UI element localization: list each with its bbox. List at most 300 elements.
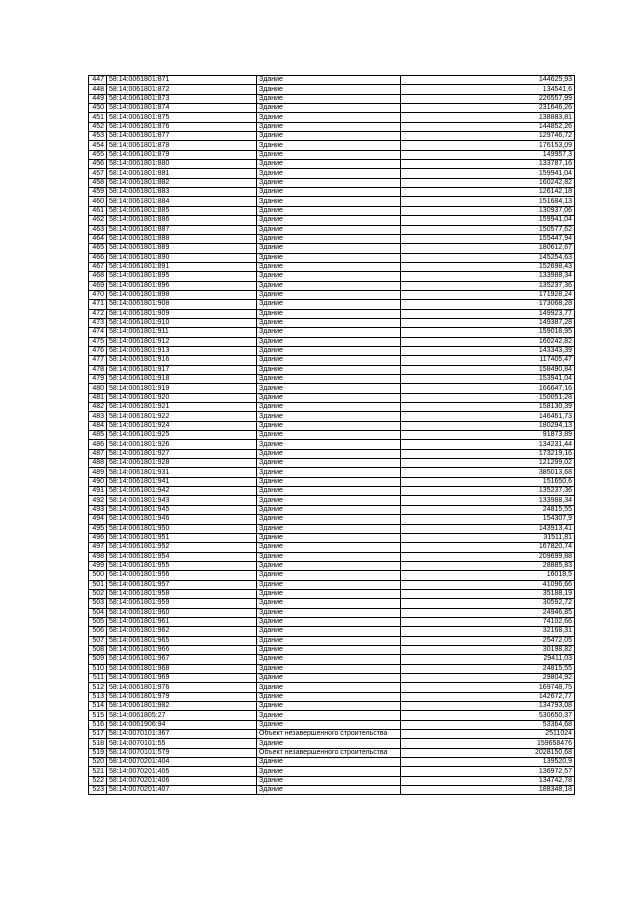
table-row bbox=[89, 674, 575, 683]
object-type-cell: Здание bbox=[257, 150, 401, 159]
cadastral-value-cell: 16018,5 bbox=[401, 571, 575, 580]
row-number-cell: 488 bbox=[89, 459, 107, 468]
cadastral-number-cell: 58:14:0061801:874 bbox=[107, 104, 257, 113]
row-number-cell: 516 bbox=[89, 720, 107, 729]
cadastral-number-cell: 58:14:0061801:890 bbox=[107, 253, 257, 262]
cadastral-number-cell: 58:14:0061801:982 bbox=[107, 702, 257, 711]
row-number-cell: 473 bbox=[89, 318, 107, 327]
object-type-cell: Здание bbox=[257, 122, 401, 131]
cadastral-number-cell: 58:14:0061801:887 bbox=[107, 225, 257, 234]
object-type-cell: Здание bbox=[257, 552, 401, 561]
cadastral-number-cell: 58:14:0061801:922 bbox=[107, 412, 257, 421]
cadastral-number-cell: 58:14:0061801:931 bbox=[107, 468, 257, 477]
object-type-cell: Здание bbox=[257, 786, 401, 795]
object-type-cell: Здание bbox=[257, 449, 401, 458]
table-row bbox=[89, 617, 575, 626]
cadastral-value-cell: 173219,16 bbox=[401, 449, 575, 458]
cadastral-value-cell: 135237,36 bbox=[401, 487, 575, 496]
cadastral-number-cell: 58:14:0061801:942 bbox=[107, 487, 257, 496]
cadastral-number-cell: 58:14:0061801:976 bbox=[107, 683, 257, 692]
cadastral-number-cell: 58:14:0061801:962 bbox=[107, 627, 257, 636]
cadastral-value-cell: 143343,39 bbox=[401, 346, 575, 355]
cadastral-value-cell: 126142,18 bbox=[401, 188, 575, 197]
cadastral-value-cell: 31511,81 bbox=[401, 533, 575, 542]
table-row bbox=[89, 711, 575, 720]
object-type-cell: Здание bbox=[257, 580, 401, 589]
cadastral-value-cell: 149387,28 bbox=[401, 318, 575, 327]
cadastral-number-cell: 58:14:0061801:880 bbox=[107, 160, 257, 169]
table-row bbox=[89, 561, 575, 570]
table-row bbox=[89, 290, 575, 299]
row-number-cell: 485 bbox=[89, 431, 107, 440]
cadastral-value-cell: 209699,88 bbox=[401, 552, 575, 561]
cadastral-number-cell: 58:14:0061801:941 bbox=[107, 477, 257, 486]
row-number-cell: 489 bbox=[89, 468, 107, 477]
cadastral-number-cell: 58:14:0061801:969 bbox=[107, 674, 257, 683]
cadastral-value-cell: 150577,62 bbox=[401, 225, 575, 234]
table-row bbox=[89, 122, 575, 131]
table-row bbox=[89, 169, 575, 178]
cadastral-number-cell: 58:14:0061801:875 bbox=[107, 113, 257, 122]
cadastral-value-cell: 150051,28 bbox=[401, 393, 575, 402]
cadastral-value-cell: 180612,67 bbox=[401, 244, 575, 253]
cadastral-number-cell: 58:14:0061801:879 bbox=[107, 150, 257, 159]
cadastral-number-cell: 58:14:0061801:909 bbox=[107, 309, 257, 318]
row-number-cell: 451 bbox=[89, 113, 107, 122]
cadastral-number-cell: 58:14:0061801:955 bbox=[107, 561, 257, 570]
row-number-cell: 501 bbox=[89, 580, 107, 589]
cadastral-value-cell: 158490,84 bbox=[401, 365, 575, 374]
row-number-cell: 504 bbox=[89, 608, 107, 617]
cadastral-number-cell: 58:14:0061801:968 bbox=[107, 664, 257, 673]
cadastral-number-cell: 58:14:0061801:943 bbox=[107, 496, 257, 505]
cadastral-number-cell: 58:14:0061801:910 bbox=[107, 318, 257, 327]
object-type-cell: Здание bbox=[257, 468, 401, 477]
table-row bbox=[89, 197, 575, 206]
cadastral-value-cell: 2028150,68 bbox=[401, 748, 575, 757]
object-type-cell: Здание bbox=[257, 571, 401, 580]
row-number-cell: 486 bbox=[89, 440, 107, 449]
object-type-cell: Здание bbox=[257, 496, 401, 505]
object-type-cell: Здание bbox=[257, 318, 401, 327]
property-table bbox=[88, 75, 575, 795]
cadastral-value-cell: 142672,77 bbox=[401, 692, 575, 701]
object-type-cell: Здание bbox=[257, 356, 401, 365]
table-row bbox=[89, 487, 575, 496]
table-row bbox=[89, 104, 575, 113]
object-type-cell: Здание bbox=[257, 655, 401, 664]
cadastral-value-cell: 385013,68 bbox=[401, 468, 575, 477]
object-type-cell: Здание bbox=[257, 346, 401, 355]
property-table-body bbox=[89, 76, 575, 795]
table-row bbox=[89, 664, 575, 673]
cadastral-number-cell: 58:14:0061801:967 bbox=[107, 655, 257, 664]
object-type-cell: Здание bbox=[257, 431, 401, 440]
cadastral-value-cell: 53364,68 bbox=[401, 720, 575, 729]
cadastral-value-cell: 231646,26 bbox=[401, 104, 575, 113]
row-number-cell: 521 bbox=[89, 767, 107, 776]
cadastral-value-cell: 160242,82 bbox=[401, 337, 575, 346]
table-row bbox=[89, 328, 575, 337]
cadastral-number-cell: 58:14:0061801:896 bbox=[107, 281, 257, 290]
cadastral-number-cell: 58:14:0061801:946 bbox=[107, 515, 257, 524]
row-number-cell: 508 bbox=[89, 645, 107, 654]
object-type-cell: Здание bbox=[257, 692, 401, 701]
row-number-cell: 452 bbox=[89, 122, 107, 131]
row-number-cell: 448 bbox=[89, 85, 107, 94]
object-type-cell: Здание bbox=[257, 739, 401, 748]
cadastral-value-cell: 117405,47 bbox=[401, 356, 575, 365]
cadastral-value-cell: 158130,39 bbox=[401, 403, 575, 412]
cadastral-value-cell: 24815,55 bbox=[401, 664, 575, 673]
cadastral-number-cell: 58:14:0061906:94 bbox=[107, 720, 257, 729]
object-type-cell: Здание bbox=[257, 674, 401, 683]
row-number-cell: 507 bbox=[89, 636, 107, 645]
object-type-cell: Здание bbox=[257, 702, 401, 711]
cadastral-value-cell: 173068,28 bbox=[401, 300, 575, 309]
object-type-cell: Здание bbox=[257, 384, 401, 393]
row-number-cell: 467 bbox=[89, 262, 107, 271]
table-row bbox=[89, 356, 575, 365]
table-row bbox=[89, 739, 575, 748]
row-number-cell: 456 bbox=[89, 160, 107, 169]
cadastral-value-cell: 133787,16 bbox=[401, 160, 575, 169]
table-row bbox=[89, 776, 575, 785]
cadastral-number-cell: 58:14:0061801:876 bbox=[107, 122, 257, 131]
object-type-cell: Здание bbox=[257, 244, 401, 253]
object-type-cell: Здание bbox=[257, 533, 401, 542]
cadastral-value-cell: 180294,13 bbox=[401, 421, 575, 430]
table-row bbox=[89, 309, 575, 318]
table-row bbox=[89, 300, 575, 309]
cadastral-value-cell: 138883,81 bbox=[401, 113, 575, 122]
row-number-cell: 492 bbox=[89, 496, 107, 505]
cadastral-value-cell: 159941,04 bbox=[401, 169, 575, 178]
cadastral-number-cell: 58:14:0061801:891 bbox=[107, 262, 257, 271]
table-row bbox=[89, 580, 575, 589]
table-row bbox=[89, 730, 575, 739]
cadastral-number-cell: 58:14:0061801:886 bbox=[107, 216, 257, 225]
cadastral-number-cell: 58:14:0061801:979 bbox=[107, 692, 257, 701]
table-row bbox=[89, 786, 575, 795]
table-row bbox=[89, 262, 575, 271]
row-number-cell: 523 bbox=[89, 786, 107, 795]
table-row bbox=[89, 141, 575, 150]
table-row bbox=[89, 225, 575, 234]
cadastral-value-cell: 159658476 bbox=[401, 739, 575, 748]
cadastral-value-cell: 30198,82 bbox=[401, 645, 575, 654]
cadastral-number-cell: 58:14:0061801:888 bbox=[107, 234, 257, 243]
table-row bbox=[89, 589, 575, 598]
row-number-cell: 466 bbox=[89, 253, 107, 262]
object-type-cell: Здание bbox=[257, 290, 401, 299]
row-number-cell: 494 bbox=[89, 515, 107, 524]
table-row bbox=[89, 318, 575, 327]
row-number-cell: 515 bbox=[89, 711, 107, 720]
table-row bbox=[89, 346, 575, 355]
object-type-cell: Здание bbox=[257, 421, 401, 430]
row-number-cell: 470 bbox=[89, 290, 107, 299]
cadastral-value-cell: 169748,75 bbox=[401, 683, 575, 692]
cadastral-value-cell: 134793,08 bbox=[401, 702, 575, 711]
table-row bbox=[89, 234, 575, 243]
row-number-cell: 495 bbox=[89, 524, 107, 533]
row-number-cell: 520 bbox=[89, 758, 107, 767]
row-number-cell: 506 bbox=[89, 627, 107, 636]
object-type-cell: Здание bbox=[257, 505, 401, 514]
cadastral-number-cell: 58:14:0061801:885 bbox=[107, 206, 257, 215]
table-row bbox=[89, 636, 575, 645]
cadastral-value-cell: 24946,85 bbox=[401, 608, 575, 617]
table-row bbox=[89, 281, 575, 290]
object-type-cell: Здание bbox=[257, 440, 401, 449]
cadastral-number-cell: 58:14:0061801:921 bbox=[107, 403, 257, 412]
object-type-cell: Здание bbox=[257, 645, 401, 654]
cadastral-number-cell: 58:14:0061801:881 bbox=[107, 169, 257, 178]
object-type-cell: Здание bbox=[257, 104, 401, 113]
object-type-cell: Здание bbox=[257, 608, 401, 617]
cadastral-value-cell: 134742,78 bbox=[401, 776, 575, 785]
row-number-cell: 464 bbox=[89, 234, 107, 243]
cadastral-value-cell: 188348,18 bbox=[401, 786, 575, 795]
table-row bbox=[89, 393, 575, 402]
table-row bbox=[89, 720, 575, 729]
object-type-cell: Здание bbox=[257, 197, 401, 206]
row-number-cell: 481 bbox=[89, 393, 107, 402]
cadastral-number-cell: 58:14:0061801:951 bbox=[107, 533, 257, 542]
table-row bbox=[89, 178, 575, 187]
table-row bbox=[89, 440, 575, 449]
cadastral-value-cell: 149957,3 bbox=[401, 150, 575, 159]
cadastral-value-cell: 133988,34 bbox=[401, 272, 575, 281]
cadastral-value-cell: 171928,24 bbox=[401, 290, 575, 299]
cadastral-number-cell: 58:14:0061801:956 bbox=[107, 571, 257, 580]
object-type-cell: Здание bbox=[257, 225, 401, 234]
row-number-cell: 510 bbox=[89, 664, 107, 673]
row-number-cell: 514 bbox=[89, 702, 107, 711]
cadastral-value-cell: 133988,34 bbox=[401, 496, 575, 505]
object-type-cell: Здание bbox=[257, 487, 401, 496]
cadastral-number-cell: 58:14:0061801:878 bbox=[107, 141, 257, 150]
row-number-cell: 453 bbox=[89, 132, 107, 141]
object-type-cell: Здание bbox=[257, 169, 401, 178]
table-row bbox=[89, 94, 575, 103]
row-number-cell: 512 bbox=[89, 683, 107, 692]
cadastral-value-cell: 135237,36 bbox=[401, 281, 575, 290]
object-type-cell: Здание bbox=[257, 141, 401, 150]
object-type-cell: Здание bbox=[257, 758, 401, 767]
cadastral-number-cell: 58:14:0061801:952 bbox=[107, 543, 257, 552]
table-row bbox=[89, 421, 575, 430]
row-number-cell: 519 bbox=[89, 748, 107, 757]
cadastral-number-cell: 58:14:0061805:27 bbox=[107, 711, 257, 720]
table-row bbox=[89, 459, 575, 468]
object-type-cell: Здание bbox=[257, 365, 401, 374]
row-number-cell: 480 bbox=[89, 384, 107, 393]
row-number-cell: 476 bbox=[89, 346, 107, 355]
cadastral-number-cell: 58:14:0061801:919 bbox=[107, 384, 257, 393]
table-row bbox=[89, 132, 575, 141]
row-number-cell: 496 bbox=[89, 533, 107, 542]
row-number-cell: 509 bbox=[89, 655, 107, 664]
cadastral-value-cell: 149923,77 bbox=[401, 309, 575, 318]
row-number-cell: 517 bbox=[89, 730, 107, 739]
row-number-cell: 457 bbox=[89, 169, 107, 178]
cadastral-value-cell: 134231,44 bbox=[401, 440, 575, 449]
row-number-cell: 469 bbox=[89, 281, 107, 290]
table-row bbox=[89, 645, 575, 654]
row-number-cell: 455 bbox=[89, 150, 107, 159]
object-type-cell: Здание bbox=[257, 636, 401, 645]
cadastral-number-cell: 58:14:0061801:872 bbox=[107, 85, 257, 94]
object-type-cell: Здание bbox=[257, 300, 401, 309]
cadastral-value-cell: 166647,16 bbox=[401, 384, 575, 393]
cadastral-value-cell: 35188,19 bbox=[401, 589, 575, 598]
row-number-cell: 479 bbox=[89, 375, 107, 384]
cadastral-number-cell: 58:14:0061801:927 bbox=[107, 449, 257, 458]
table-row bbox=[89, 477, 575, 486]
table-row bbox=[89, 375, 575, 384]
cadastral-value-cell: 136972,57 bbox=[401, 767, 575, 776]
cadastral-value-cell: 151684,13 bbox=[401, 197, 575, 206]
object-type-cell: Здание bbox=[257, 767, 401, 776]
row-number-cell: 463 bbox=[89, 225, 107, 234]
table-row bbox=[89, 683, 575, 692]
table-row bbox=[89, 505, 575, 514]
table-row bbox=[89, 412, 575, 421]
cadastral-number-cell: 58:14:0061801:959 bbox=[107, 599, 257, 608]
cadastral-value-cell: 32168,31 bbox=[401, 627, 575, 636]
cadastral-number-cell: 58:14:0070201:404 bbox=[107, 758, 257, 767]
cadastral-value-cell: 139520,9 bbox=[401, 758, 575, 767]
table-row bbox=[89, 608, 575, 617]
cadastral-number-cell: 58:14:0061801:908 bbox=[107, 300, 257, 309]
row-number-cell: 491 bbox=[89, 487, 107, 496]
cadastral-value-cell: 159941,04 bbox=[401, 216, 575, 225]
object-type-cell: Здание bbox=[257, 599, 401, 608]
cadastral-number-cell: 58:14:0061801:957 bbox=[107, 580, 257, 589]
cadastral-number-cell: 58:14:0061801:966 bbox=[107, 645, 257, 654]
table-row bbox=[89, 160, 575, 169]
row-number-cell: 458 bbox=[89, 178, 107, 187]
object-type-cell: Здание bbox=[257, 412, 401, 421]
row-number-cell: 484 bbox=[89, 421, 107, 430]
object-type-cell: Здание bbox=[257, 393, 401, 402]
table-row bbox=[89, 524, 575, 533]
row-number-cell: 498 bbox=[89, 552, 107, 561]
cadastral-number-cell: 58:14:0061801:924 bbox=[107, 421, 257, 430]
object-type-cell: Объект незавершенного строительства bbox=[257, 748, 401, 757]
object-type-cell: Здание bbox=[257, 720, 401, 729]
cadastral-number-cell: 58:14:0061801:945 bbox=[107, 505, 257, 514]
object-type-cell: Здание bbox=[257, 627, 401, 636]
row-number-cell: 475 bbox=[89, 337, 107, 346]
object-type-cell: Здание bbox=[257, 94, 401, 103]
cadastral-value-cell: 29411,03 bbox=[401, 655, 575, 664]
row-number-cell: 511 bbox=[89, 674, 107, 683]
object-type-cell: Здание bbox=[257, 253, 401, 262]
cadastral-value-cell: 29804,92 bbox=[401, 674, 575, 683]
row-number-cell: 493 bbox=[89, 505, 107, 514]
table-row bbox=[89, 758, 575, 767]
object-type-cell: Здание bbox=[257, 664, 401, 673]
row-number-cell: 500 bbox=[89, 571, 107, 580]
table-row bbox=[89, 533, 575, 542]
row-number-cell: 454 bbox=[89, 141, 107, 150]
cadastral-value-cell: 160242,82 bbox=[401, 178, 575, 187]
table-row bbox=[89, 85, 575, 94]
table-row bbox=[89, 543, 575, 552]
cadastral-number-cell: 58:14:0061801:889 bbox=[107, 244, 257, 253]
cadastral-value-cell: 130937,06 bbox=[401, 206, 575, 215]
cadastral-value-cell: 151650,6 bbox=[401, 477, 575, 486]
object-type-cell: Здание bbox=[257, 617, 401, 626]
object-type-cell: Объект незавершенного строительства bbox=[257, 730, 401, 739]
object-type-cell: Здание bbox=[257, 206, 401, 215]
row-number-cell: 503 bbox=[89, 599, 107, 608]
table-row bbox=[89, 76, 575, 85]
cadastral-value-cell: 154307,9 bbox=[401, 515, 575, 524]
row-number-cell: 472 bbox=[89, 309, 107, 318]
table-row bbox=[89, 692, 575, 701]
cadastral-number-cell: 58:14:0061801:926 bbox=[107, 440, 257, 449]
row-number-cell: 477 bbox=[89, 356, 107, 365]
cadastral-number-cell: 58:14:0061801:911 bbox=[107, 328, 257, 337]
row-number-cell: 490 bbox=[89, 477, 107, 486]
row-number-cell: 478 bbox=[89, 365, 107, 374]
cadastral-number-cell: 58:14:0061801:913 bbox=[107, 346, 257, 355]
table-row bbox=[89, 767, 575, 776]
object-type-cell: Здание bbox=[257, 309, 401, 318]
cadastral-number-cell: 58:14:0070201:405 bbox=[107, 767, 257, 776]
cadastral-value-cell: 74102,66 bbox=[401, 617, 575, 626]
cadastral-value-cell: 129746,72 bbox=[401, 132, 575, 141]
cadastral-number-cell: 58:14:0061801:883 bbox=[107, 188, 257, 197]
row-number-cell: 465 bbox=[89, 244, 107, 253]
cadastral-number-cell: 58:14:0061801:871 bbox=[107, 76, 257, 85]
cadastral-number-cell: 58:14:0061801:954 bbox=[107, 552, 257, 561]
table-row bbox=[89, 515, 575, 524]
cadastral-number-cell: 58:14:0061801:916 bbox=[107, 356, 257, 365]
object-type-cell: Здание bbox=[257, 160, 401, 169]
cadastral-number-cell: 58:14:0061801:882 bbox=[107, 178, 257, 187]
row-number-cell: 468 bbox=[89, 272, 107, 281]
row-number-cell: 474 bbox=[89, 328, 107, 337]
table-row bbox=[89, 206, 575, 215]
cadastral-number-cell: 58:14:0070101:579 bbox=[107, 748, 257, 757]
table-row bbox=[89, 113, 575, 122]
table-row bbox=[89, 365, 575, 374]
row-number-cell: 471 bbox=[89, 300, 107, 309]
cadastral-number-cell: 58:14:0061801:965 bbox=[107, 636, 257, 645]
cadastral-value-cell: 144852,26 bbox=[401, 122, 575, 131]
object-type-cell: Здание bbox=[257, 459, 401, 468]
table-row bbox=[89, 748, 575, 757]
row-number-cell: 447 bbox=[89, 76, 107, 85]
object-type-cell: Здание bbox=[257, 515, 401, 524]
cadastral-number-cell: 58:14:0061801:877 bbox=[107, 132, 257, 141]
cadastral-number-cell: 58:14:0061801:928 bbox=[107, 459, 257, 468]
object-type-cell: Здание bbox=[257, 403, 401, 412]
object-type-cell: Здание bbox=[257, 281, 401, 290]
cadastral-value-cell: 153941,04 bbox=[401, 375, 575, 384]
object-type-cell: Здание bbox=[257, 711, 401, 720]
table-row bbox=[89, 216, 575, 225]
row-number-cell: 499 bbox=[89, 561, 107, 570]
cadastral-value-cell: 226557,99 bbox=[401, 94, 575, 103]
row-number-cell: 518 bbox=[89, 739, 107, 748]
cadastral-value-cell: 145254,63 bbox=[401, 253, 575, 262]
